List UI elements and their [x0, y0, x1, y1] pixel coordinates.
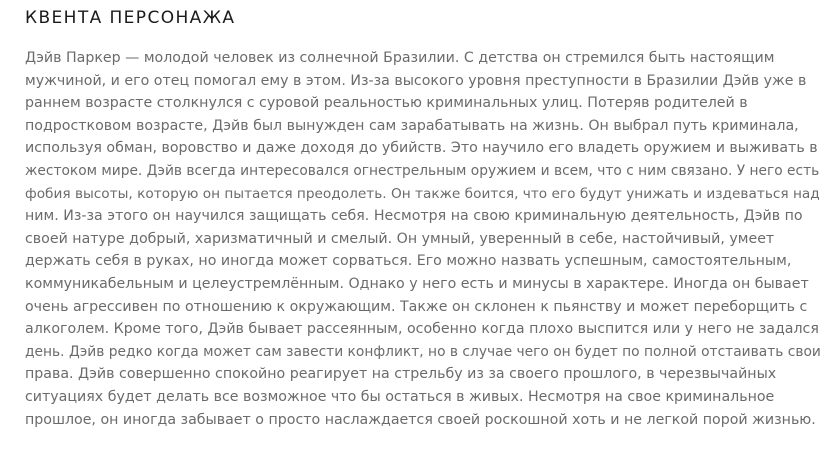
paragraph-line: Дэйв Паркер — молодой человек из солнечной Бразилии. С детства он стремился быть настоящим — [25, 50, 775, 66]
paragraph-line: прошлое, он иногда забывает о просто наслаждается своей роскошной хоть и не легкой порой жизнью. — [25, 411, 816, 428]
paragraph-line: своей натуре добрый, харизматичный и смелый. Он умный, уверенный в себе, настойчивый, умеет — [25, 230, 775, 247]
paragraph-line: алкоголем. Кроме того, Дэйв бывает рассеянным, особенно когда плохо выспится или у него не задался — [25, 321, 819, 338]
paragraph-line: раннем возрасте столкнулся с суровой реальностью криминальных улиц. Потеряв родителей в — [25, 95, 748, 112]
paragraph-line: подростковом возрасте, Дэйв был вынужден сам зарабатывать на жизнь. Он выбрал путь криминала, — [25, 117, 799, 134]
section-title: КВЕНТА ПЕРСОНАЖА — [25, 8, 236, 28]
paragraph-line: день. Дэйв редко когда может сам завести конфликт, но в случае чего он будет по полной отстаивать свои — [25, 343, 821, 360]
paragraph-line: используя обман, воровство и даже доходя до убийств. Это научило его владеть оружием и выживать в — [25, 140, 818, 157]
paragraph-line: держать себя в руках, но иногда может сорваться. Его можно назвать успешным, самостоятельным, — [25, 253, 792, 270]
paragraph-line: фобия высоты, которую он пытается преодолеть. Он также боится, что его будут унижать и издеваться над — [25, 185, 820, 202]
backstory-paragraph — [25, 47, 820, 431]
paragraph-line: права. Дэйв совершенно спокойно реагирует на стрельбу из за своего прошлого, в черезвычайных — [25, 366, 777, 383]
paragraph-line: очень агрессивен по отношению к окружающим. Также он склонен к пьянству и может переборщить с — [25, 298, 808, 315]
paragraph-line: жестоком мире. Дэйв всегда интересовался огнестрельным оружием и всем, что с ним связано. У него есть — [25, 162, 820, 179]
paragraph-line: коммуникабельным и целеустремлённым. Однако у него есть и минусы в характере. Иногда он бывает — [25, 275, 809, 292]
paragraph-line: ним. Из-за этого он научился защищать себя. Несмотря на свою криминальную деятельность, Дэйв по — [25, 208, 803, 225]
paragraph-line: мужчиной, и его отец помогал ему в этом. Из-за высокого уровня преступности в Бразилии Дэйв уже в — [25, 72, 807, 89]
paragraph-line: ситуациях будет делать все возможное что бы остаться в живых. Несмотря на свое криминальное — [25, 388, 775, 405]
